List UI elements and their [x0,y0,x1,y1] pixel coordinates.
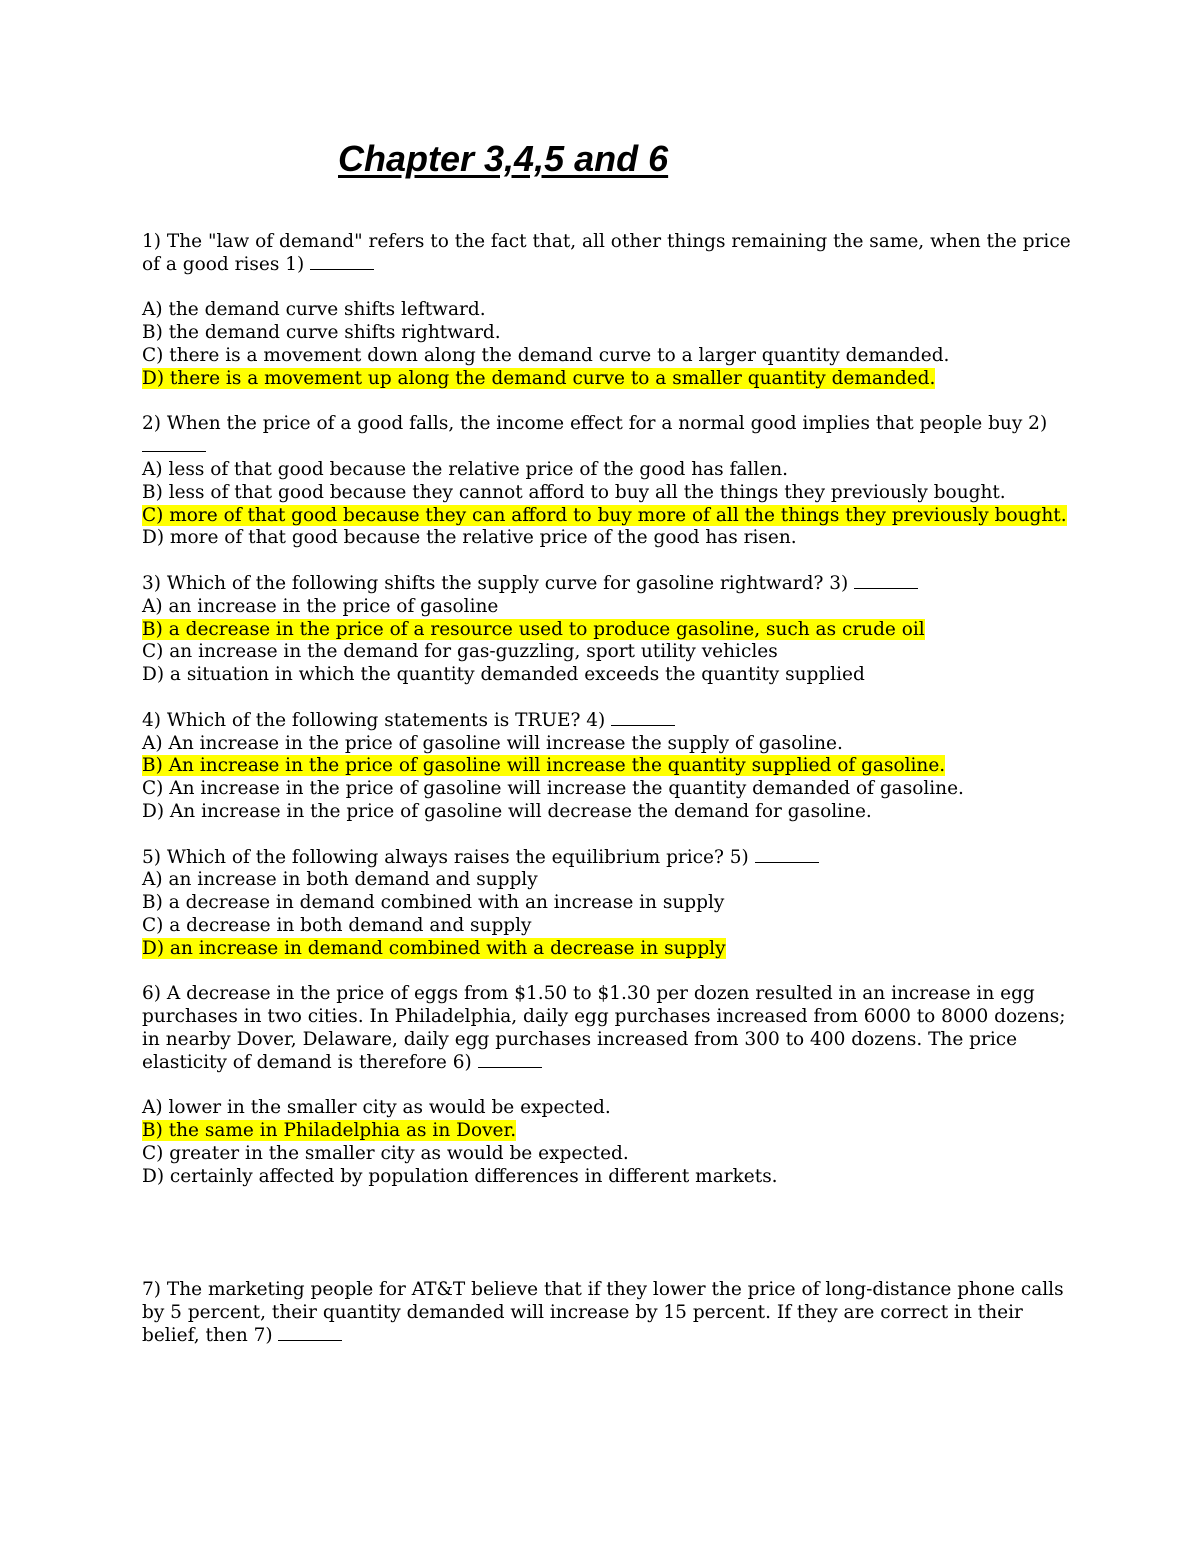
option-a: A) lower in the smaller city as would be expected. [142,1097,611,1119]
question-text: 6) A decrease in the price of eggs from $1.50 to $1.30 per dozen resulted in an increase in egg purchases in two cities. In Philadelphia, daily egg purchases increased from 6000 to 8000 dozens; in nearby Dover, Delaware, daily egg purchases increased from 300 to 400 dozens. The price elasticity of demand is therefore 6) [142,983,1066,1073]
option-b: B) the demand curve shifts rightward. [142,322,501,344]
option-list [142,733,1072,824]
question-7 [142,1279,1072,1347]
option-c: C) An increase in the price of gasoline will increase the quantity demanded of gasoline. [142,778,964,800]
question-stem [142,573,1072,596]
option-list [142,299,1072,390]
question-text: 1) The "law of demand" refers to the fact that, all other things remaining the same, when the price of a good rises 1) [142,231,1071,275]
option-d-correct: D) an increase in demand combined with a decrease in supply [142,937,726,959]
answer-blank [854,574,918,589]
option-d: D) certainly affected by population differences in different markets. [142,1165,778,1187]
question-text: 5) Which of the following always raises the equilibrium price? 5) [142,846,755,868]
option-list [142,869,1072,960]
option-a: A) the demand curve shifts leftward. [142,299,486,321]
option-b: B) a decrease in demand combined with an increase in supply [142,892,725,914]
question-stem [142,413,1072,459]
option-d: D) more of that good because the relative price of the good has risen. [142,527,797,549]
answer-blank [478,1053,542,1068]
option-c: C) a decrease in both demand and supply [142,914,532,936]
option-a: A) less of that good because the relative price of the good has fallen. [142,458,789,480]
question-5 [142,847,1072,961]
question-3 [142,573,1072,687]
option-d: D) An increase in the price of gasoline will decrease the demand for gasoline. [142,800,872,822]
answer-blank [310,255,374,270]
option-d: D) a situation in which the quantity demanded exceeds the quantity supplied [142,664,865,686]
answer-blank [611,711,675,726]
page-spacer [142,1211,1072,1279]
question-stem [142,847,1072,870]
question-stem [142,231,1072,277]
question-2 [142,413,1072,550]
answer-blank [755,848,819,863]
option-b: B) less of that good because they cannot afford to buy all the things they previously bought. [142,481,1006,503]
question-stem [142,1279,1072,1347]
page-title: Chapter 3,4,5 and 6 [338,138,669,179]
option-list [142,1097,1072,1188]
question-text: 4) Which of the following statements is TRUE? 4) [142,709,612,731]
option-c-correct: C) more of that good because they can afford to buy more of all the things they previously bought. [142,504,1067,526]
question-list [142,231,1072,1370]
option-c: C) there is a movement down along the demand curve to a larger quantity demanded. [142,344,950,366]
option-b-correct: B) a decrease in the price of a resource used to produce gasoline, such as crude oil [142,618,925,640]
question-text: 2) When the price of a good falls, the income effect for a normal good implies that people buy 2) [142,413,1048,435]
question-stem [142,983,1072,1074]
question-6 [142,983,1072,1188]
option-d-correct: D) there is a movement up along the demand curve to a smaller quantity demanded. [142,367,936,389]
option-list [142,596,1072,687]
answer-blank [278,1326,342,1341]
option-list [142,459,1072,550]
option-a: A) An increase in the price of gasoline will increase the supply of gasoline. [142,732,843,754]
option-a: A) an increase in the price of gasoline [142,595,499,617]
option-a: A) an increase in both demand and supply [142,869,538,891]
option-b-correct: B) An increase in the price of gasoline will increase the quantity supplied of gasoline. [142,755,946,777]
question-text: 7) The marketing people for AT&T believe that if they lower the price of long-distance phone calls by 5 percent, their quantity demanded will increase by 15 percent. If they are correct in their belief, then 7) [142,1279,1064,1346]
option-c: C) greater in the smaller city as would be expected. [142,1142,629,1164]
question-4 [142,710,1072,824]
answer-blank [142,437,206,452]
question-stem [142,710,1072,733]
question-text: 3) Which of the following shifts the supply curve for gasoline rightward? 3) [142,572,855,594]
option-b-correct: B) the same in Philadelphia as in Dover. [142,1120,517,1142]
option-c: C) an increase in the demand for gas-guzzling, sport utility vehicles [142,641,778,663]
question-1 [142,231,1072,391]
